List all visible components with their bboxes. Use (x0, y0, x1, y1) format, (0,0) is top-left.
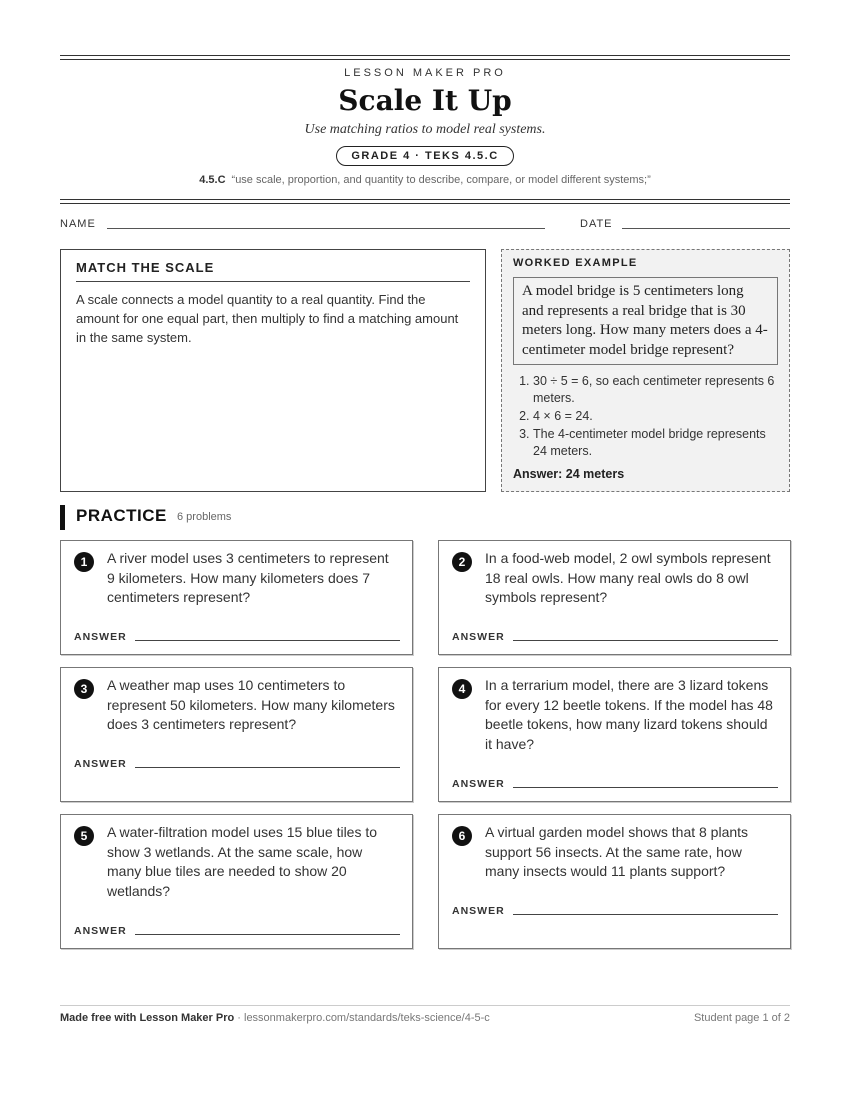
problem-text: A river model uses 3 centimeters to represent 9 kilometers. How many kilometers does 7 centimeters represent? (107, 550, 389, 605)
match-text: A scale connects a model quantity to a real quantity. Find the amount for one equal part, then multiply to find a matching amount in the same system. (76, 292, 459, 345)
answer-field-3[interactable] (135, 767, 400, 768)
problem-text: A weather map uses 10 centimeters to represent 50 kilometers. How many kilometers does 3 centimeters represent? (107, 677, 395, 732)
worked-step: 2. 4 × 6 = 24. (533, 408, 778, 425)
answer-field-5[interactable] (135, 934, 400, 935)
practice-title: PRACTICE (76, 506, 167, 525)
answer-label: ANSWER (74, 925, 127, 937)
answer-label: ANSWER (452, 905, 505, 917)
problem-number: 3 (74, 679, 94, 699)
footer-url[interactable]: · lessonmakerpro.com/standards/teks-science/4-5-c (237, 1012, 490, 1024)
practice-count: 6 problems (177, 511, 232, 523)
worked-steps (513, 373, 778, 460)
date-label: DATE (580, 218, 613, 230)
grade-badge: GRADE 4 · TEKS 4.5.C (336, 146, 513, 166)
problem-number: 4 (452, 679, 472, 699)
footer-brand: Made free with Lesson Maker Pro (60, 1012, 235, 1024)
worksheet-page (60, 0, 790, 1100)
worked-step: 1. 30 ÷ 5 = 6, so each centimeter represents 6 meters. (533, 373, 778, 407)
problem-card-6 (438, 814, 791, 949)
problem-card-4 (438, 667, 791, 802)
worked-step: 3. The 4-centimeter model bridge represents 24 meters. (533, 426, 778, 460)
badge-wrap (60, 146, 790, 166)
brand-kicker: LESSON MAKER PRO (344, 67, 506, 79)
answer-label: ANSWER (74, 631, 127, 643)
page-subtitle: Use matching ratios to model real systems. (304, 122, 546, 137)
footer-page-number: Student page 1 of 2 (693, 1012, 790, 1024)
answer-field-4[interactable] (513, 787, 778, 788)
practice-accent-bar (60, 505, 65, 530)
answer-field-6[interactable] (513, 914, 778, 915)
problem-number: 5 (74, 826, 94, 846)
header-double-rule (60, 199, 790, 204)
problem-card-1 (60, 540, 413, 655)
problem-text: A water-filtration model uses 15 blue tiles to show 3 wetlands. At the same scale, how many blue tiles are needed to show 20 wetlands? (107, 824, 378, 899)
problem-text: In a food-web model, 2 owl symbols represent 18 real owls. How many real owls do 8 owl symbols represent? (485, 550, 771, 605)
standard-code: 4.5.C (199, 174, 226, 186)
problem-text: In a terrarium model, there are 3 lizard tokens for every 12 beetle tokens. If the model has 48 beetle tokens, how many lizard tokens should it have? (485, 677, 773, 752)
problem-text: A virtual garden model shows that 8 plants support 56 insects. At the same rate, how many insects would 11 plants support? (485, 824, 749, 879)
worked-title: WORKED EXAMPLE (513, 257, 638, 269)
answer-field-1[interactable] (135, 640, 400, 641)
answer-label: ANSWER (452, 778, 505, 790)
match-the-scale-panel (60, 249, 486, 492)
date-field[interactable] (622, 228, 790, 229)
problem-card-2 (438, 540, 791, 655)
problem-number: 6 (452, 826, 472, 846)
problem-card-5 (60, 814, 413, 949)
top-double-rule (60, 55, 790, 60)
name-field[interactable] (107, 228, 545, 229)
worked-example-panel (501, 249, 790, 492)
standard-line (60, 174, 790, 186)
worked-answer: Answer: 24 meters (513, 467, 625, 481)
footer-rule (60, 1005, 790, 1006)
worked-question: A model bridge is 5 centimeters long and represents a real bridge that is 30 meters long. How many meters does a 4-centimeter model bridge represent? (513, 277, 778, 365)
answer-label: ANSWER (74, 758, 127, 770)
problem-number: 2 (452, 552, 472, 572)
match-title: MATCH THE SCALE (76, 260, 470, 282)
problem-number: 1 (74, 552, 94, 572)
answer-label: ANSWER (452, 631, 505, 643)
page-title: Scale It Up (338, 84, 512, 117)
standard-text: “use scale, proportion, and quantity to describe, compare, or model different systems;” (231, 174, 651, 186)
name-label: NAME (60, 218, 96, 230)
problem-card-3 (60, 667, 413, 802)
footer-credit (60, 1012, 490, 1024)
answer-field-2[interactable] (513, 640, 778, 641)
